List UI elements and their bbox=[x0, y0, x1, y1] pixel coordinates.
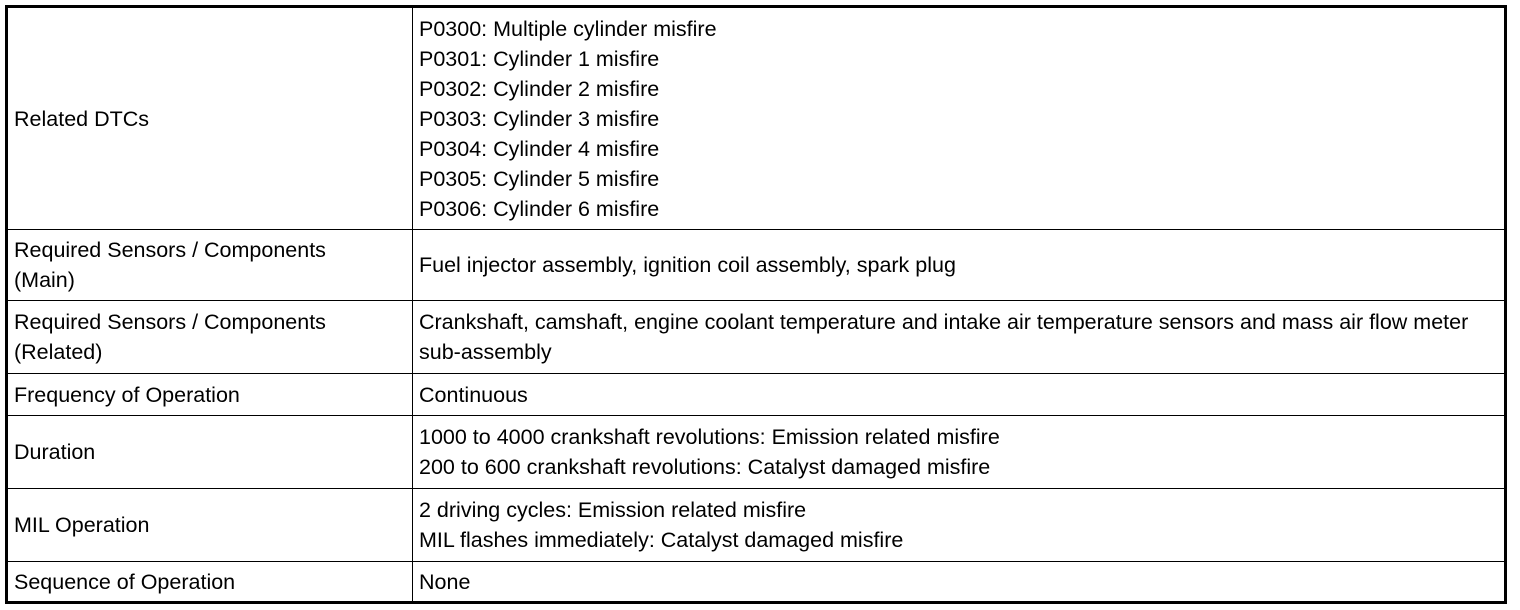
dtc-item: P0304: Cylinder 4 misfire bbox=[419, 136, 660, 161]
dtc-item: P0306: Cylinder 6 misfire bbox=[419, 196, 660, 221]
value-cell bbox=[413, 374, 1506, 416]
table-row-required-related bbox=[7, 301, 1506, 374]
row-label: Frequency of Operation bbox=[14, 382, 240, 407]
row-value: Crankshaft, camshaft, engine coolant temperature and intake air temperature sensors and mass air flow meter sub-assembly bbox=[419, 310, 1469, 364]
label-cell bbox=[7, 301, 413, 374]
table-row-sequence bbox=[7, 562, 1506, 603]
row-value: MIL flashes immediately: Catalyst damaged misfire bbox=[419, 528, 904, 552]
dtc-item: P0301: Cylinder 1 misfire bbox=[419, 46, 660, 71]
row-value: None bbox=[419, 569, 471, 594]
table-row-duration bbox=[7, 416, 1506, 489]
row-label: Duration bbox=[14, 440, 96, 464]
row-label: MIL Operation bbox=[14, 513, 150, 537]
row-value: 200 to 600 crankshaft revolutions: Catalyst damaged misfire bbox=[419, 455, 991, 479]
label-cell bbox=[7, 7, 413, 230]
label-cell bbox=[7, 416, 413, 489]
label-cell bbox=[7, 562, 413, 603]
value-cell bbox=[413, 301, 1506, 374]
monitor-spec-table bbox=[5, 5, 1507, 604]
row-label: Required Sensors / Components bbox=[14, 238, 326, 262]
row-label: Required Sensors / Components bbox=[14, 310, 326, 334]
row-label-qualifier: (Related) bbox=[14, 340, 103, 364]
row-label: Sequence of Operation bbox=[14, 569, 236, 594]
value-cell bbox=[413, 416, 1506, 489]
row-value: Continuous bbox=[419, 382, 528, 407]
dtc-item: P0302: Cylinder 2 misfire bbox=[419, 76, 660, 101]
label-cell bbox=[7, 230, 413, 301]
row-value: 1000 to 4000 crankshaft revolutions: Emission related misfire bbox=[419, 425, 1000, 449]
value-cell bbox=[413, 489, 1506, 562]
value-cell bbox=[413, 7, 1506, 230]
row-label-qualifier: (Main) bbox=[14, 268, 75, 292]
row-value: Fuel injector assembly, ignition coil assembly, spark plug bbox=[419, 253, 956, 277]
dtc-item: P0300: Multiple cylinder misfire bbox=[419, 16, 717, 41]
row-value: 2 driving cycles: Emission related misfire bbox=[419, 498, 807, 522]
table-row-related-dtcs bbox=[7, 7, 1506, 230]
dtc-item: P0305: Cylinder 5 misfire bbox=[419, 166, 660, 191]
row-label: Related DTCs bbox=[14, 106, 150, 131]
label-cell bbox=[7, 374, 413, 416]
table-row-required-main bbox=[7, 230, 1506, 301]
dtc-item: P0303: Cylinder 3 misfire bbox=[419, 106, 660, 131]
value-cell bbox=[413, 230, 1506, 301]
label-cell bbox=[7, 489, 413, 562]
table-row-mil-operation bbox=[7, 489, 1506, 562]
value-cell bbox=[413, 562, 1506, 603]
table-row-frequency bbox=[7, 374, 1506, 416]
